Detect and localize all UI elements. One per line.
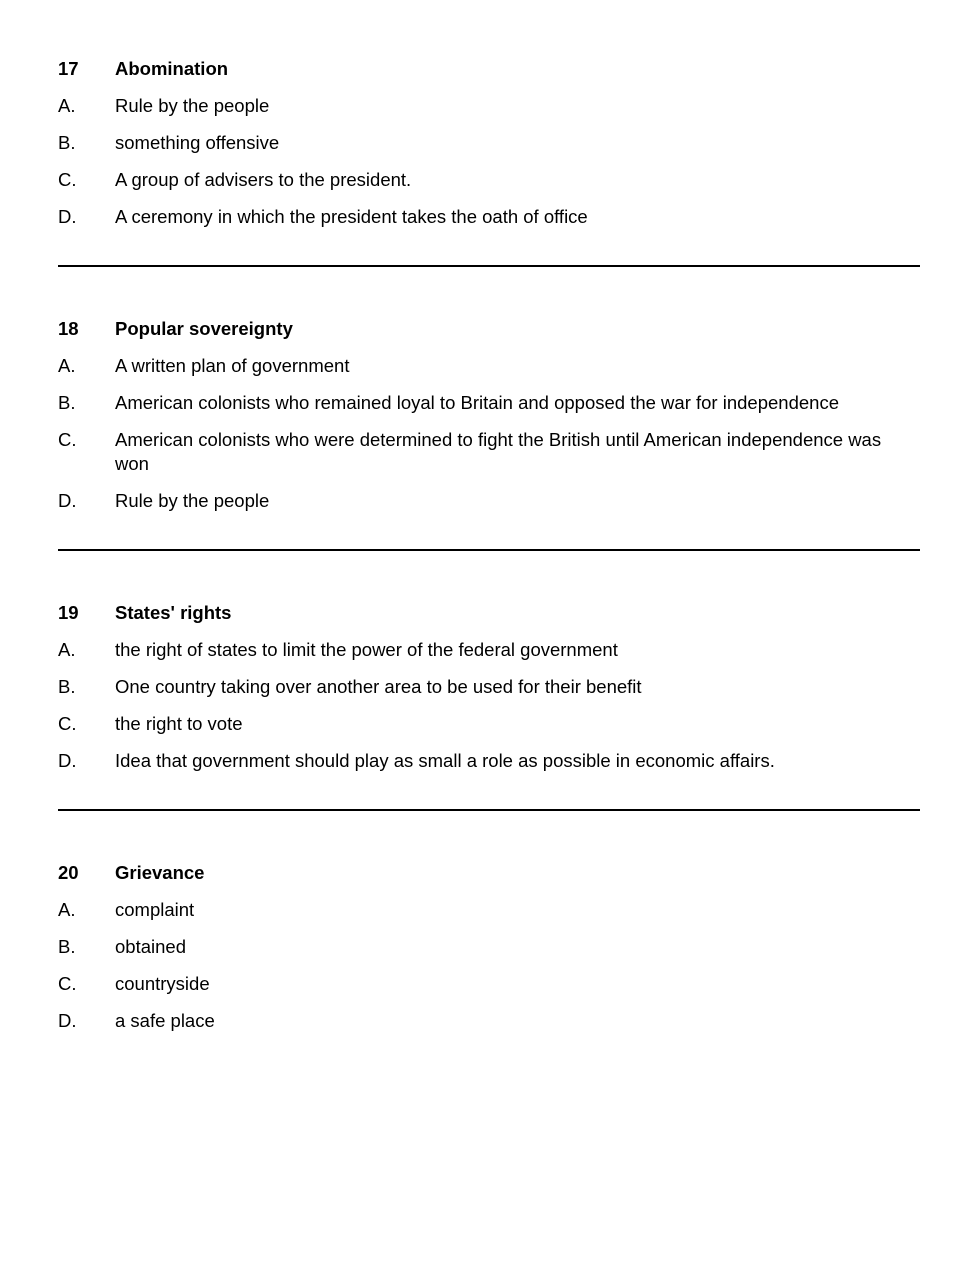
option-letter: C. [58,429,77,450]
option-c[interactable] [58,428,920,476]
option-d[interactable] [58,1009,920,1033]
option-text: A written plan of government [115,355,350,376]
option-text: countryside [115,973,210,994]
question-18 [58,317,920,526]
option-text: A ceremony in which the president takes the oath of office [115,206,588,227]
option-a[interactable] [58,898,920,922]
option-letter: B. [58,936,76,957]
option-text: Idea that government should play as small a role as possible in economic affairs. [115,750,775,771]
question-number: 19 [58,602,79,623]
option-text: American colonists who were determined to fight the British until American independence was won [115,429,882,474]
question-header [58,601,920,625]
question-term: Abomination [115,58,229,79]
option-text: American colonists who remained loyal to Britain and opposed the war for independence [115,392,839,413]
option-text: something offensive [115,132,280,153]
option-c[interactable] [58,168,920,192]
option-letter: A. [58,639,76,660]
option-b[interactable] [58,935,920,959]
option-letter: C. [58,713,77,734]
option-text: A group of advisers to the president. [115,169,412,190]
option-a[interactable] [58,354,920,378]
question-number: 20 [58,862,79,883]
option-letter: D. [58,490,77,511]
option-b[interactable] [58,391,920,415]
option-text: obtained [115,936,186,957]
option-b[interactable] [58,675,920,699]
divider [58,549,920,551]
option-b[interactable] [58,131,920,155]
option-text: the right to vote [115,713,243,734]
option-letter: A. [58,95,76,116]
option-c[interactable] [58,972,920,996]
question-number: 18 [58,318,79,339]
option-text: the right of states to limit the power of the federal government [115,639,618,660]
question-term: Popular sovereignty [115,318,293,339]
option-d[interactable] [58,205,920,229]
option-c[interactable] [58,712,920,736]
option-letter: C. [58,169,77,190]
option-text: Rule by the people [115,95,270,116]
option-text: complaint [115,899,195,920]
option-text: Rule by the people [115,490,270,511]
option-letter: A. [58,899,76,920]
divider [58,809,920,811]
question-number: 17 [58,58,79,79]
option-text: a safe place [115,1010,215,1031]
option-letter: B. [58,132,76,153]
question-header [58,861,920,885]
option-letter: B. [58,676,76,697]
option-a[interactable] [58,94,920,118]
question-header [58,57,920,81]
option-d[interactable] [58,749,920,773]
option-letter: D. [58,1010,77,1031]
question-19 [58,601,920,786]
question-17 [58,57,920,242]
divider [58,265,920,267]
option-text: One country taking over another area to be used for their benefit [115,676,642,697]
question-term: States' rights [115,602,232,623]
option-letter: D. [58,750,77,771]
option-d[interactable] [58,489,920,513]
option-letter: C. [58,973,77,994]
question-20 [58,861,920,1046]
option-letter: B. [58,392,76,413]
option-letter: A. [58,355,76,376]
question-header [58,317,920,341]
option-a[interactable] [58,638,920,662]
question-term: Grievance [115,862,205,883]
option-letter: D. [58,206,77,227]
